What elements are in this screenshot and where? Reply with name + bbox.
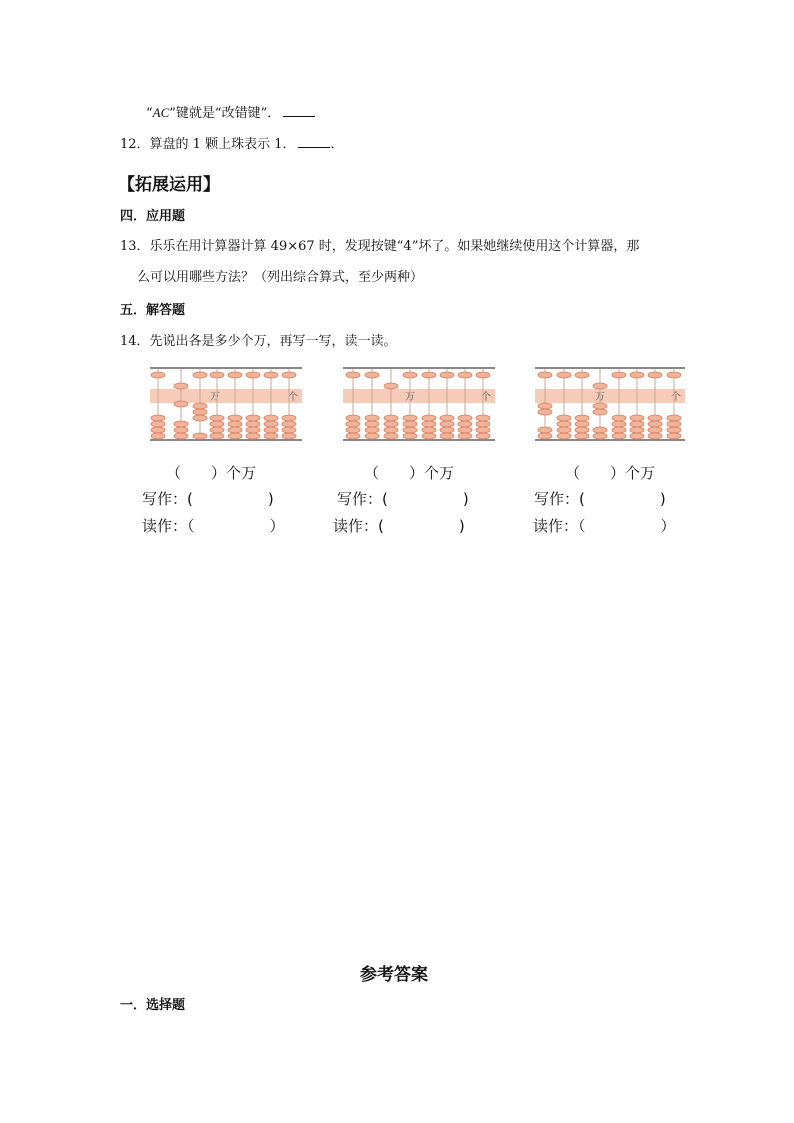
- q11-continuation: “AC”键就是“改错键”．: [146, 104, 315, 123]
- abacus-2-read-blank[interactable]: 读作：( ): [333, 517, 465, 535]
- wan-label: 万: [210, 392, 220, 403]
- abacus-3-write-blank[interactable]: 写作：( ): [534, 490, 666, 508]
- beads: [346, 372, 490, 439]
- answer-part-1-heading: 一．选择题: [120, 998, 186, 1013]
- answer-blank[interactable]: [283, 104, 315, 117]
- section-extend-title: 【拓展运用】: [118, 175, 220, 195]
- question-13-line1: 13．乐乐在用计算器计算 49×67 时，发现按键“4”坏了。如果她继续使用这个计算器，那: [120, 239, 640, 254]
- question-12: 12．算盘的 1 颗上珠表示 1． ．: [120, 137, 344, 152]
- part-4-heading: 四．应用题: [120, 209, 186, 224]
- wan-label: 万: [595, 392, 605, 403]
- abacus-2-write-blank[interactable]: 写作：( ): [337, 490, 469, 508]
- abacus-1-read-blank[interactable]: 读作：（ ）: [142, 517, 285, 535]
- abacus-frame: [150, 367, 302, 441]
- abacus-3: [535, 366, 685, 442]
- question-13-line2: 么可以用哪些方法？（列出综合算式，至少两种）: [137, 270, 424, 285]
- ac-key-text: AC: [152, 105, 170, 120]
- part-5-heading: 五．解答题: [120, 303, 186, 318]
- ge-label: 个: [671, 392, 681, 403]
- abacus-1-count-blank[interactable]: （ ）个万: [166, 464, 257, 482]
- beads: [151, 372, 296, 439]
- wan-label: 万: [405, 392, 415, 403]
- beads: [538, 372, 681, 439]
- abacus-2-count-blank[interactable]: （ ）个万: [364, 464, 455, 482]
- abacus-3-read-blank[interactable]: 读作：（ ）: [533, 517, 676, 535]
- abacus-3-count-blank[interactable]: （ ）个万: [565, 464, 656, 482]
- answer-blank[interactable]: [298, 135, 330, 148]
- ge-label: 个: [288, 392, 298, 403]
- question-14: 14．先说出各是多少个万，再写一写，读一读。: [120, 334, 397, 349]
- abacus-1: [150, 366, 302, 442]
- answer-title: 参考答案: [360, 965, 428, 985]
- abacus-1-write-blank[interactable]: 写作：( ): [142, 490, 274, 508]
- abacus-2: [343, 366, 495, 442]
- ge-label: 个: [481, 392, 491, 403]
